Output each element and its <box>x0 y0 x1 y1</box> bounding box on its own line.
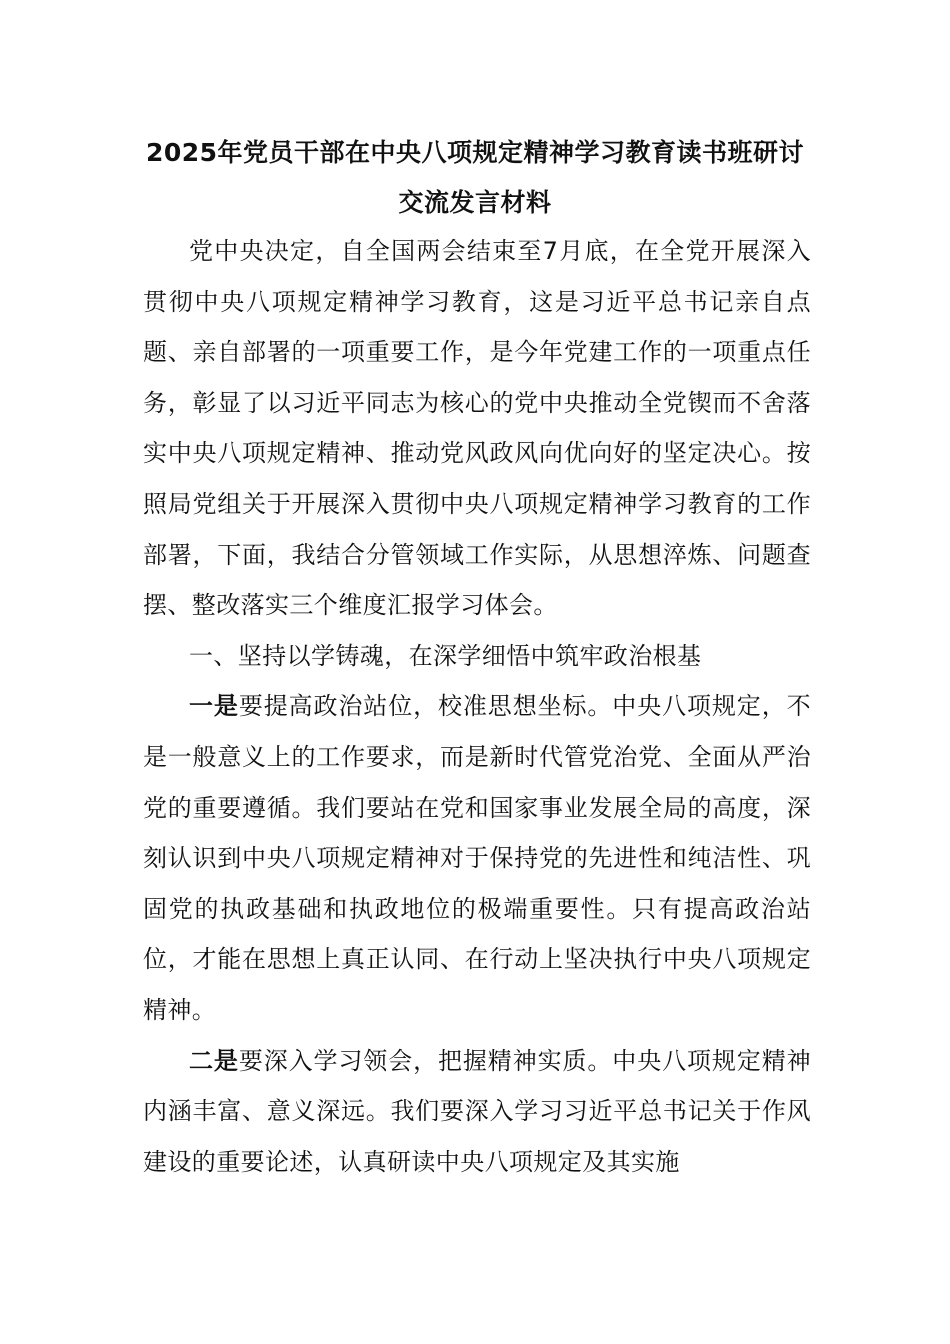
paragraph-lead: 二是 <box>189 1046 239 1075</box>
paragraph-text: 要深入学习领会，把握精神实质。中央八项规定精神内涵丰富、意义深远。我们要深入学习习近平总书记关于作风建设的重要论述，认真研读中央八项规定及其实施 <box>143 1046 811 1176</box>
paragraph-intro <box>143 226 811 631</box>
section-heading-one <box>143 631 811 682</box>
paragraph-text: 要提高政治站位，校准思想坐标。中央八项规定，不是一般意义上的工作要求，而是新时代管党治党、全面从严治党的重要遵循。我们要站在党和国家事业发展全局的高度，深刻认识到中央八项规定精神对于保持党的先进性和纯洁性、巩固党的执政基础和执政地位的极端重要性。只有提高政治站位，才能在思想上真正认同、在行动上坚决执行中央八项规定精神。 <box>143 692 811 1024</box>
paragraph-text: 一、坚持以学铸魂，在深学细悟中筑牢政治根基 <box>189 641 702 670</box>
paragraph-lead: 一是 <box>189 692 239 721</box>
document-title: 2025年党员干部在中央八项规定精神学习教育读书班研讨交流发言材料 <box>145 138 805 217</box>
paragraph-point-one <box>143 681 811 1035</box>
paragraph-point-two <box>143 1036 811 1188</box>
paragraph-text: 党中央决定，自全国两会结束至7月底，在全党开展深入贯彻中央八项规定精神学习教育，这是习近平总书记亲自点题、亲自部署的一项重要工作，是今年党建工作的一项重点任务，彰显了以习近平同志为核心的党中央推动全党锲而不舍落实中央八项规定精神、推动党风政风向优向好的坚定决心。按照局党组关于开展深入贯彻中央八项规定精神学习教育的工作部署，下面，我结合分管领域工作实际，从思想淬炼、问题查摆、整改落实三个维度汇报学习体会。 <box>143 237 811 620</box>
document-body <box>143 226 811 1187</box>
